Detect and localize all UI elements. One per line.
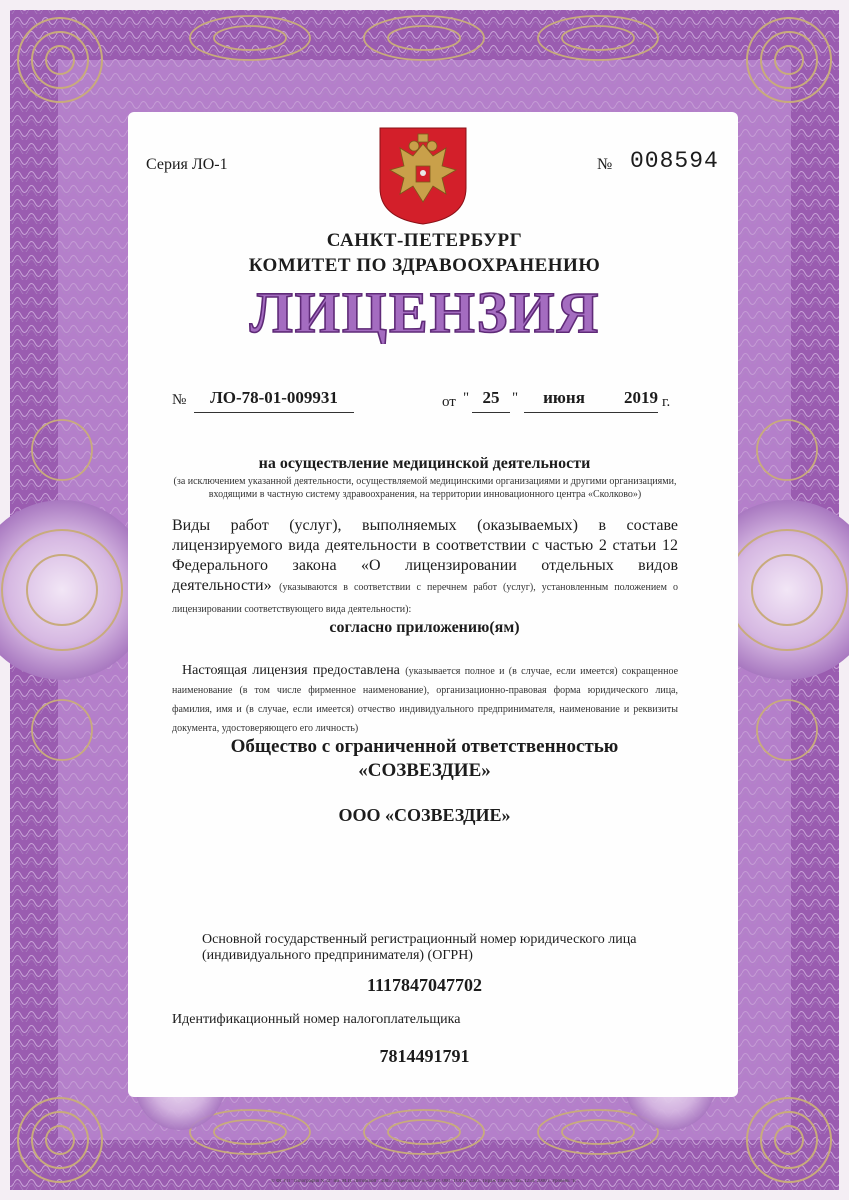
ogrn-value: 1117847047702 [366,975,482,995]
granted-note: (указывается полное и (в случае, если имеется) сокращенное наименование (в том числе фирменное наименование), организационно-правовая форма юридического лица, фамилия, имя и (в случае, если имеется) отчество индивидуального предпринимателя, наименование и реквизиты документа, удостоверяющего его личность) [172,666,679,734]
document-title [240,280,610,344]
city-heading: САНКТ-ПЕТЕРБУРГ [326,230,523,251]
activity-type: на осуществление медицинской деятельности [258,455,591,472]
license-date-quote-open: " [463,390,470,406]
license-month: июня [524,388,604,413]
works-note: (указываются в соответствии с перечнем работ (услуг), установленным положением о лицензировании соответствующего вида деятельности): [172,582,678,615]
series-label: Серия ЛО-1 [146,156,228,173]
license-year: 2019 [604,388,658,413]
coat-of-arms-icon [378,126,468,226]
printing-note: © ФГУП "Типография N 32" им. М.И. Литовской". 4005. Лицензия 05-05-09/18. 000 "ТОПБ" 2303. Тираж 190495. Зак. 1250. 2000 г. Уровень "Б". [271,1179,579,1184]
license-date-from-label: от [442,394,456,410]
granted-text: Настоящая лицензия предоставлена [182,663,400,678]
organization-full-name-line2: «СОЗВЕЗДИЕ» [358,760,491,781]
ogrn-label: Основной государственный регистрационный номер юридического лица (индивидуального предпринимателя) (ОГРН) [202,932,637,963]
works-paragraph [172,516,678,620]
annex-reference: согласно приложению(ям) [329,619,520,636]
license-number-row [172,388,692,414]
license-year-suffix: г. [662,394,671,410]
activity-note: (за исключением указанной деятельности, осуществляемой медицинскими организациями и другими организациями, входящими в частную систему здравоохранения, на территории инновационного центра «Сколково») [173,476,677,500]
inn-value: 7814491791 [379,1046,470,1066]
committee-heading: КОМИТЕТ ПО ЗДРАВООХРАНЕНИЮ [248,255,601,276]
organization-full-name [0,735,849,783]
serial-number: 008594 [630,148,719,174]
license-number: ЛО-78-01-009931 [194,388,354,413]
organization-short-name: ООО «СОЗВЕЗДИЕ» [338,805,511,825]
inn-label: Идентификационный номер налогоплательщика [172,1012,461,1027]
license-number-sign: № [172,392,187,408]
license-date-quote-close: " [512,390,519,406]
granted-paragraph [172,662,678,738]
license-day: 25 [472,388,510,413]
serial-number-sign: № [597,156,613,173]
works-text: Виды работ (услуг), выполняемых (оказываемых) в составе лицензируемого вида деятельности в соответствии с частью 2 статьи 12 Федерального закона «О лицензировании отдельных видов деятельности» [172,517,678,594]
svg-text:ЛИЦЕНЗИЯ: ЛИЦЕНЗИЯ [249,280,601,344]
organization-full-name-line1: Общество с ограниченной ответственностью [230,736,619,757]
